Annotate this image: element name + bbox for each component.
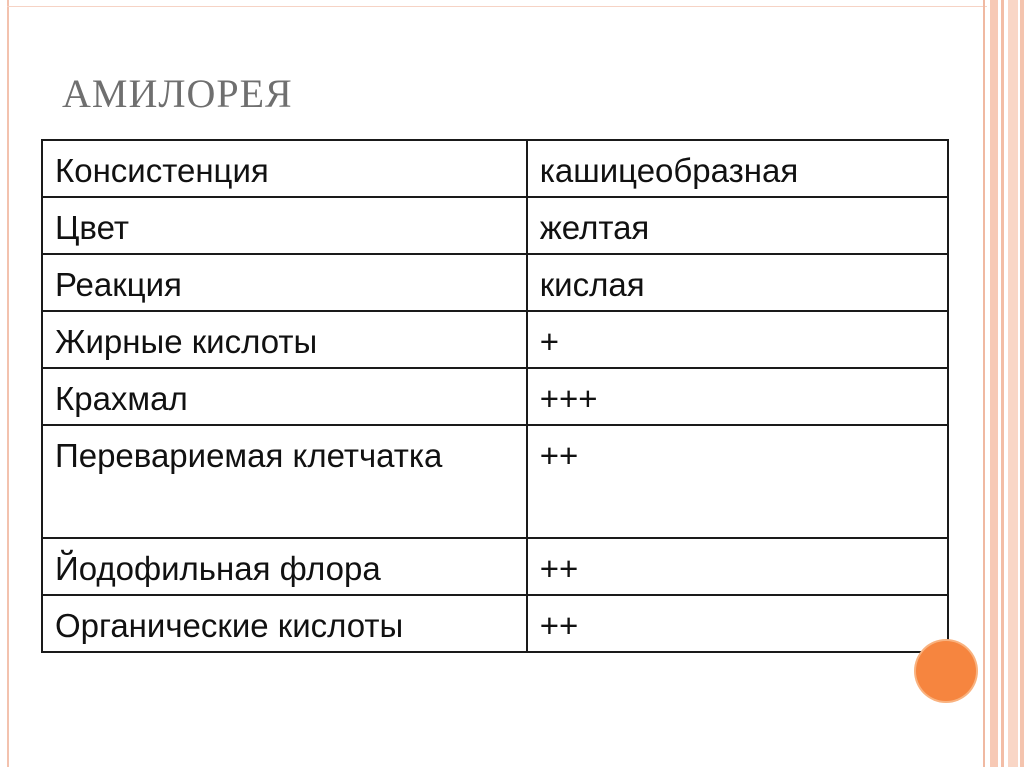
table-row [42,425,948,538]
table-row [42,140,948,197]
table-row [42,254,948,311]
row-value: кислая [527,254,948,311]
decorative-circle-icon [916,641,976,701]
row-label: Крахмал [42,368,527,425]
decorative-stripe [983,0,985,767]
amylorrhea-table [41,139,949,653]
row-label: Консистенция [42,140,527,197]
table-row [42,595,948,652]
row-value: + [527,311,948,368]
table-row [42,311,948,368]
table-row [42,538,948,595]
row-value: ++ [527,425,948,538]
slide-frame-left [7,0,9,767]
row-value: +++ [527,368,948,425]
decorative-stripe [990,0,998,767]
slide-frame-top [7,6,987,7]
row-value: ++ [527,595,948,652]
row-value: кашицеобразная [527,140,948,197]
row-label: Перевариемая клетчатка [42,425,527,538]
row-label: Цвет [42,197,527,254]
row-value: желтая [527,197,948,254]
table-row [42,368,948,425]
decorative-stripe [1008,0,1018,767]
row-value: ++ [527,538,948,595]
decorative-stripe [1001,0,1004,767]
decorative-stripe [1020,0,1024,767]
row-label: Органические кислоты [42,595,527,652]
table-row [42,197,948,254]
slide-title: АМИЛОРЕЯ [62,71,293,116]
row-label: Жирные кислоты [42,311,527,368]
row-label: Йодофильная флора [42,538,527,595]
row-label: Реакция [42,254,527,311]
